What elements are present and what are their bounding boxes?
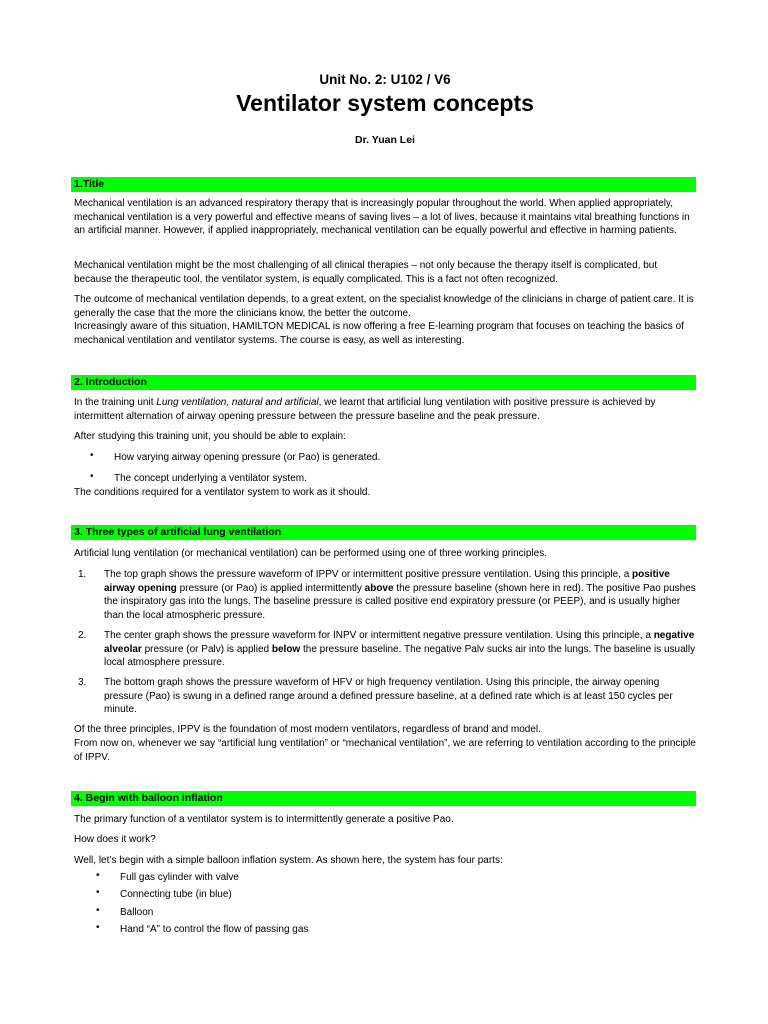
list-number-2: 2.: [78, 630, 87, 641]
s3-item-1-text-b: pressure (or Pao) is applied intermittently: [176, 582, 365, 594]
s4-bullet-4: Hand “A” to control the flow of passing gas: [120, 924, 309, 935]
s1-paragraph-4: Increasingly aware of this situation, HAMILTON MEDICAL is now offering a free E-learning program that focuses on teaching the basics of mechanical ventilation and ventilator systems. The course is easy, as well as interesting.: [74, 321, 684, 346]
s3-paragraph-1: Artificial lung ventilation (or mechanical ventilation) can be performed using one of three working principles.: [74, 548, 548, 559]
s2-paragraph-2: After studying this training unit, you should be able to explain:: [74, 431, 346, 442]
s3-item-2-text-c: the pressure baseline. The negative Palv sucks air into the lungs. The baseline is usually local atmosphere pressure.: [104, 643, 696, 669]
s4-paragraph-1: The primary function of a ventilator system is to intermittently generate a positive Pao.: [74, 814, 454, 825]
s2-bullet-2: The concept underlying a ventilator system.: [114, 473, 307, 484]
s2-p1-text-b: , we learnt that artificial lung ventilation with positive pressure is achieved by intermittent alternation of airway opening pressure between the pressure baseline and the peak pressure.: [74, 397, 656, 422]
s4-bullet-2: Connecting tube (in blue): [120, 889, 232, 900]
bullet-icon: •: [96, 922, 100, 933]
s1-paragraph-2: Mechanical ventilation might be the most challenging of all clinical therapies – not only because the therapy itself is complicated, but because the therapeutic tool, the ventilator system, is equally complicated. This is a fact not often recognized.: [74, 260, 658, 285]
unit-number: Unit No. 2: U102 / V6: [319, 72, 451, 87]
s3-item-2: [104, 629, 696, 670]
section-heading-1: 1.Title: [71, 177, 696, 192]
s2-bullet-1: How varying airway opening pressure (or Pao) is generated.: [114, 452, 381, 463]
s3-paragraph-3: From now on, whenever we say “artificial lung ventilation” or “mechanical ventilation”, we are referring to ventilation according to the principle of IPPV.: [74, 738, 696, 763]
s4-bullet-1: Full gas cylinder with valve: [120, 872, 239, 883]
s3-item-1-text-a: The top graph shows the pressure waveform of IPPV or intermittent positive pressure ventilation. Using this principle, a: [104, 569, 633, 580]
s3-item-1: [104, 568, 696, 622]
section-heading-3: 3. Three types of artificial lung ventilation: [71, 525, 696, 540]
s3-paragraph-2: Of the three principles, IPPV is the foundation of most modern ventilators, regardless of brand and model.: [74, 724, 541, 735]
s3-item-2-bold-a: negative alveolar: [104, 630, 695, 655]
s3-item-2-bold-b: below: [271, 643, 301, 655]
s3-item-3: The bottom graph shows the pressure waveform of HFV or high frequency ventilation. Using this principle, the airway opening pressure (Pao) is swung in a defined range around a defined pressure baseline, at a defined rate which is at least 150 cycles per minute.: [104, 677, 673, 716]
list-number-3: 3.: [78, 677, 87, 688]
s3-item-2-text-a: The center graph shows the pressure waveform for INPV or intermittent negative pressure ventilation. Using this principle, a: [104, 630, 654, 641]
s3-item-1-bold-a: positive airway opening: [104, 569, 670, 594]
s4-bullet-3: Balloon: [120, 907, 154, 918]
document-title: Ventilator system concepts: [236, 90, 534, 116]
bullet-icon: •: [96, 905, 100, 916]
s3-item-1-text-c: the pressure baseline (shown here in red). The positive Pao pushes the inspiratory gas into the lungs. The baseline pressure is called positive end expiratory pressure (or PEEP), and is usually higher than the local atmospheric pressure.: [104, 582, 696, 621]
section-heading-2: 2. Introduction: [71, 375, 696, 390]
s3-item-1-bold-b: above: [364, 582, 394, 594]
s2-p1-emphasis: Lung ventilation, natural and artificial: [156, 397, 319, 408]
s3-item-2-text-b: pressure (or Palv) is applied: [141, 643, 272, 655]
s2-paragraph-1: [74, 396, 696, 423]
s1-paragraph-1: Mechanical ventilation is an advanced respiratory therapy that is increasingly popular throughout the world. When applied appropriately, mechanical ventilation is a very powerful and effective means of saving lives – a lot of lives, because it maintains vital breathing functions in an artificial manner. However, if applied inappropriately, mechanical ventilation can be equally powerful and effective in harming patients.: [74, 198, 690, 237]
section-heading-4: 4. Begin with balloon inflation: [71, 791, 696, 806]
s4-paragraph-2: How does it work?: [74, 834, 156, 845]
bullet-icon: •: [90, 450, 94, 461]
bullet-icon: •: [90, 471, 94, 482]
s4-paragraph-3: Well, let’s begin with a simple balloon inflation system. As shown here, the system has four parts:: [74, 855, 503, 866]
author: Dr. Yuan Lei: [355, 134, 415, 146]
s2-p1-text-a: In the training unit: [74, 397, 157, 408]
s1-paragraph-3: The outcome of mechanical ventilation depends, to a great extent, on the specialist knowledge of the clinicians in charge of patient care. It is generally the case that the more the clinicians know, the better the outcome.: [74, 294, 694, 319]
bullet-icon: •: [96, 870, 100, 881]
bullet-icon: •: [96, 887, 100, 898]
s2-paragraph-3: The conditions required for a ventilator system to work as it should.: [74, 487, 371, 498]
list-number-1: 1.: [78, 569, 87, 580]
